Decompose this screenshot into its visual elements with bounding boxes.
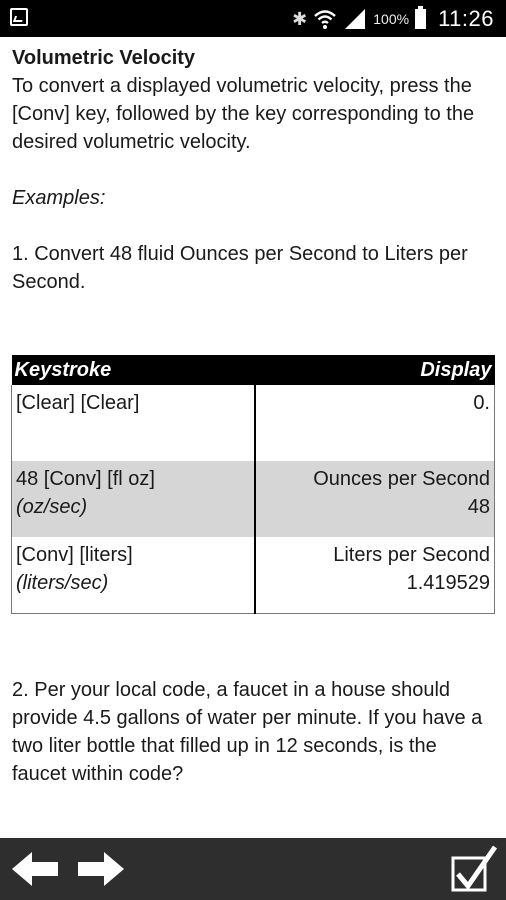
table-row: [12, 461, 495, 537]
display-header: Display: [255, 355, 495, 385]
example-2-text: 2. Per your local code, a faucet in a house should provide 4.5 gallons of water per minute. If you have a two liter bottle that filled up in 12 seconds, is the faucet within code?: [12, 679, 483, 785]
table-row: [12, 537, 495, 614]
signal-icon: [343, 8, 367, 30]
keystroke-text: 48 [Conv] [fl oz]: [16, 468, 155, 490]
forward-arrow-icon[interactable]: [78, 852, 124, 891]
status-bar: [0, 0, 506, 37]
keystroke-note: (oz/sec): [16, 496, 88, 518]
keystroke-text: [Conv] [liters]: [16, 544, 133, 566]
bottom-nav-bar: [0, 838, 506, 900]
display-value: 1.419529: [406, 572, 490, 594]
examples-label: Examples:: [12, 187, 106, 209]
example-1-text: 1. Convert 48 fluid Ounces per Second to Liters per Second.: [12, 243, 468, 293]
display-cell: [255, 461, 495, 537]
display-value: 0.: [473, 392, 490, 414]
back-arrow-icon[interactable]: [12, 852, 58, 891]
display-cell: [255, 385, 495, 461]
display-label: Liters per Second: [333, 544, 490, 566]
keystroke-table: [11, 355, 495, 614]
keystroke-note: (liters/sec): [16, 572, 109, 594]
keystroke-text: [Clear] [Clear]: [16, 392, 140, 414]
page-title: Volumetric Velocity: [12, 47, 196, 69]
keystroke-header: Keystroke: [12, 355, 256, 385]
display-cell: [255, 537, 495, 614]
checkmark-icon[interactable]: [450, 844, 498, 899]
table-header: [12, 355, 495, 385]
keystroke-cell: [12, 385, 256, 461]
keystroke-cell: [12, 461, 256, 537]
table-row: [12, 385, 495, 461]
image-icon: [10, 8, 28, 26]
display-label: Ounces per Second: [313, 468, 490, 490]
keystroke-cell: [12, 537, 256, 614]
intro-text: To convert a displayed volumetric velocity, press the [Conv] key, followed by the key corresponding to the desired volumetric velocity.: [12, 75, 475, 153]
clock: 11:26: [438, 6, 494, 31]
status-icons: [292, 4, 494, 34]
bluetooth-icon: ✱: [292, 8, 308, 29]
display-value: 48: [467, 496, 490, 518]
battery-percent: 100%: [373, 11, 410, 27]
help-content: [12, 44, 496, 296]
battery-icon: [415, 9, 426, 29]
wifi-icon: [313, 8, 337, 30]
